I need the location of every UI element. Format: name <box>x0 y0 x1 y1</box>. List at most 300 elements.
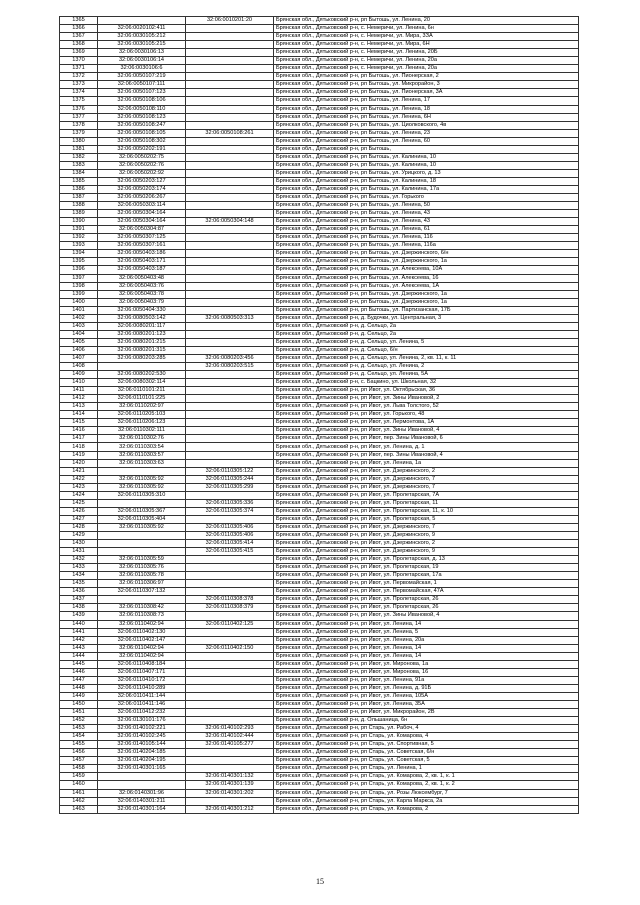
object-number-cell <box>186 676 274 684</box>
table-row <box>60 346 579 354</box>
row-number-cell: 1417 <box>60 435 98 443</box>
table-row <box>60 604 579 612</box>
cadastral-number-cell <box>98 499 186 507</box>
row-number-cell: 1441 <box>60 628 98 636</box>
table-row <box>60 113 579 121</box>
table-row <box>60 266 579 274</box>
object-number-cell: 32:06:0110305:336 <box>186 499 274 507</box>
row-number-cell: 1457 <box>60 757 98 765</box>
row-number-cell: 1408 <box>60 363 98 371</box>
row-number-cell: 1365 <box>60 17 98 25</box>
cadastral-number-cell: 32:06:0110305:92 <box>98 475 186 483</box>
row-number-cell: 1451 <box>60 709 98 717</box>
table-row <box>60 572 579 580</box>
row-number-cell: 1428 <box>60 523 98 531</box>
address-cell: Брянская обл., Дятьковский р-н, рп Ивот, ул. Зины Ивановой, 2 <box>274 395 579 403</box>
object-number-cell <box>186 97 274 105</box>
cadastral-number-cell: 32:06:0140301:96 <box>98 789 186 797</box>
table-row <box>60 676 579 684</box>
address-cell: Брянская обл., Дятьковский р-н, рп Старь, ул. Советская, 6/н <box>274 749 579 757</box>
row-number-cell: 1369 <box>60 49 98 57</box>
row-number-cell: 1429 <box>60 532 98 540</box>
address-cell: Брянская обл., Дятьковский р-н, рп Бытошь, ул. Микрорайон, 3 <box>274 81 579 89</box>
row-number-cell: 1454 <box>60 733 98 741</box>
address-cell: Брянская обл., Дятьковский р-н, рп Ивот, ул. Ленина, 14 <box>274 644 579 652</box>
row-number-cell: 1376 <box>60 105 98 113</box>
cadastral-number-cell: 32:06:0050108:247 <box>98 121 186 129</box>
address-cell: Брянская обл., Дятьковский р-н, рп Старь, ул. Советская, 5 <box>274 757 579 765</box>
cadastral-number-cell: 32:06:0110305:367 <box>98 507 186 515</box>
row-number-cell: 1405 <box>60 338 98 346</box>
address-cell: Брянская обл., Дятьковский р-н, рп Ивот, ул. Зины Ивановой, 4 <box>274 612 579 620</box>
table-row <box>60 692 579 700</box>
object-number-cell: 32:06:0110305:415 <box>186 548 274 556</box>
object-number-cell: 32:06:0140102:444 <box>186 733 274 741</box>
address-cell: Брянская обл., Дятьковский р-н, рп Ивот, ул. Зины Ивановой, 4 <box>274 427 579 435</box>
cadastral-number-cell: 32:06:0130101:176 <box>98 717 186 725</box>
object-number-cell <box>186 427 274 435</box>
object-number-cell <box>186 692 274 700</box>
row-number-cell: 1460 <box>60 781 98 789</box>
table-row <box>60 467 579 475</box>
object-number-cell: 32:06:0140301:132 <box>186 773 274 781</box>
address-cell: Брянская обл., Дятьковский р-н, рп Ивот, ул. Дзержинского, 7 <box>274 523 579 531</box>
object-number-cell <box>186 564 274 572</box>
address-cell: Брянская обл., Дятьковский р-н, рп Бытошь, ул. Пионерская, 3А <box>274 89 579 97</box>
object-number-cell: 32:06:0080203:515 <box>186 363 274 371</box>
cadastral-number-cell: 32:06:0110302:76 <box>98 435 186 443</box>
address-cell: Брянская обл., Дятьковский р-н, рп Ивот, ул. Ленина, 105А <box>274 692 579 700</box>
row-number-cell: 1398 <box>60 282 98 290</box>
object-number-cell <box>186 73 274 81</box>
address-cell: Брянская обл., Дятьковский р-н, рп Ивот, ул. Ленина, д. 1 <box>274 443 579 451</box>
cadastral-number-cell <box>98 773 186 781</box>
cadastral-number-cell: 32:06:0050202:76 <box>98 161 186 169</box>
address-cell: Брянская обл., Дятьковский р-н, рп Ивот, ул. Ленина, 91а <box>274 676 579 684</box>
cadastral-number-cell: 32:06:0110305:78 <box>98 572 186 580</box>
object-number-cell <box>186 194 274 202</box>
row-number-cell: 1380 <box>60 137 98 145</box>
object-number-cell: 32:06:0110305:122 <box>186 467 274 475</box>
table-row <box>60 532 579 540</box>
row-number-cell: 1412 <box>60 395 98 403</box>
object-number-cell: 32:06:0110305:244 <box>186 475 274 483</box>
object-number-cell: 32:06:0110305:406 <box>186 532 274 540</box>
object-number-cell <box>186 684 274 692</box>
object-number-cell <box>186 717 274 725</box>
table-row <box>60 73 579 81</box>
row-number-cell: 1424 <box>60 491 98 499</box>
cadastral-number-cell <box>98 781 186 789</box>
row-number-cell: 1425 <box>60 499 98 507</box>
address-cell: Брянская обл., Дятьковский р-н, рп Бытошь, ул. Пионерская, 2 <box>274 73 579 81</box>
address-cell: Брянская обл., Дятьковский р-н, рп Бытошь, ул. Ленина, 6Н <box>274 113 579 121</box>
table-row <box>60 49 579 57</box>
object-number-cell <box>186 668 274 676</box>
cadastral-number-cell: 32:06:0050304:164 <box>98 218 186 226</box>
address-cell: Брянская обл., Дятьковский р-н, д. Сельцо, ул. Ленина, 2 <box>274 363 579 371</box>
row-number-cell: 1383 <box>60 161 98 169</box>
row-number-cell: 1387 <box>60 194 98 202</box>
table-row <box>60 403 579 411</box>
object-number-cell: 32:06:0110308:379 <box>186 604 274 612</box>
object-number-cell <box>186 419 274 427</box>
table-row <box>60 274 579 282</box>
table-row <box>60 596 579 604</box>
table-row <box>60 81 579 89</box>
address-cell: Брянская обл., Дятьковский р-н, рп Бытошь, ул. Урицкого, д. 13 <box>274 169 579 177</box>
cadastral-number-cell: 32:06:0110205:103 <box>98 411 186 419</box>
registry-table <box>59 16 579 814</box>
object-number-cell <box>186 515 274 523</box>
address-cell: Брянская обл., Дятьковский р-н, рп Ивот, ул. Ленина, 20а <box>274 636 579 644</box>
cadastral-number-cell: 32:06:0050303:114 <box>98 202 186 210</box>
row-number-cell: 1444 <box>60 652 98 660</box>
cadastral-number-cell: 32:06:0050307:125 <box>98 234 186 242</box>
row-number-cell: 1420 <box>60 459 98 467</box>
row-number-cell: 1411 <box>60 387 98 395</box>
address-cell: Брянская обл., Дятьковский р-н, рп Ивот, ул. Дзержинского, 9 <box>274 532 579 540</box>
address-cell: Брянская обл., Дятьковский р-н, рп Ивот, ул. Дзержинского, 7 <box>274 483 579 491</box>
table-row <box>60 202 579 210</box>
table-row <box>60 556 579 564</box>
row-number-cell: 1393 <box>60 242 98 250</box>
table-row <box>60 210 579 218</box>
table-row <box>60 515 579 523</box>
row-number-cell: 1367 <box>60 33 98 41</box>
object-number-cell <box>186 700 274 708</box>
table-row <box>60 765 579 773</box>
object-number-cell <box>186 121 274 129</box>
row-number-cell: 1423 <box>60 483 98 491</box>
address-cell: Брянская обл., Дятьковский р-н, рп Ивот, ул. Ленина, 35А <box>274 700 579 708</box>
cadastral-number-cell: 32:06:0140102:221 <box>98 725 186 733</box>
table-row <box>60 161 579 169</box>
row-number-cell: 1384 <box>60 169 98 177</box>
cadastral-number-cell: 32:06:0050202:191 <box>98 145 186 153</box>
cadastral-number-cell: 32:06:0140301:164 <box>98 805 186 813</box>
row-number-cell: 1371 <box>60 65 98 73</box>
table-row <box>60 330 579 338</box>
row-number-cell: 1385 <box>60 177 98 185</box>
cadastral-number-cell: 32:06:0050403:186 <box>98 250 186 258</box>
cadastral-number-cell: 32:06:0050108:123 <box>98 113 186 121</box>
table-row <box>60 379 579 387</box>
row-number-cell: 1414 <box>60 411 98 419</box>
table-row <box>60 757 579 765</box>
object-number-cell: 32:06:0110402:125 <box>186 620 274 628</box>
table-row <box>60 226 579 234</box>
table-row <box>60 717 579 725</box>
row-number-cell: 1421 <box>60 467 98 475</box>
object-number-cell <box>186 652 274 660</box>
row-number-cell: 1373 <box>60 81 98 89</box>
row-number-cell: 1399 <box>60 290 98 298</box>
row-number-cell: 1378 <box>60 121 98 129</box>
cadastral-number-cell <box>98 596 186 604</box>
cadastral-number-cell: 32:06:0140204:195 <box>98 757 186 765</box>
address-cell: Брянская обл., Дятьковский р-н, рп Ивот, ул. Ленина, д. 91Б <box>274 684 579 692</box>
cadastral-number-cell: 32:06:0080503:142 <box>98 314 186 322</box>
row-number-cell: 1436 <box>60 588 98 596</box>
table-row <box>60 371 579 379</box>
object-number-cell: 32:06:0110305:406 <box>186 523 274 531</box>
address-cell: Брянская обл., Дятьковский р-н, рп Бытошь, ул. Ленина, 23 <box>274 129 579 137</box>
address-cell: Брянская обл., Дятьковский р-н, рп Бытошь, ул. Дзержинского, 1а <box>274 298 579 306</box>
object-number-cell <box>186 41 274 49</box>
row-number-cell: 1381 <box>60 145 98 153</box>
cadastral-number-cell: 32:06:0050108:105 <box>98 129 186 137</box>
cadastral-number-cell: 32:06:0110410:289 <box>98 684 186 692</box>
row-number-cell: 1395 <box>60 258 98 266</box>
address-cell: Брянская обл., Дятьковский р-н, рп Ивот, ул. Микрорайон, 2В <box>274 709 579 717</box>
row-number-cell: 1452 <box>60 717 98 725</box>
cadastral-number-cell: 32:06:0080201:315 <box>98 346 186 354</box>
row-number-cell: 1389 <box>60 210 98 218</box>
table-row <box>60 314 579 322</box>
address-cell: Брянская обл., Дятьковский р-н, рп Старь, ул. Ленина, 1 <box>274 765 579 773</box>
address-cell: Брянская обл., Дятьковский р-н, рп Бытошь, ул. Дзержинского, 1а <box>274 290 579 298</box>
object-number-cell <box>186 282 274 290</box>
row-number-cell: 1456 <box>60 749 98 757</box>
row-number-cell: 1461 <box>60 789 98 797</box>
object-number-cell <box>186 395 274 403</box>
row-number-cell: 1386 <box>60 185 98 193</box>
object-number-cell <box>186 161 274 169</box>
address-cell: Брянская обл., Дятьковский р-н, рп Ивот, ул. Ленина, 14 <box>274 652 579 660</box>
row-number-cell: 1453 <box>60 725 98 733</box>
table-row <box>60 250 579 258</box>
table-row <box>60 475 579 483</box>
address-cell: Брянская обл., Дятьковский р-н, с. Немеричи, ул. Мира, 3ЗА <box>274 33 579 41</box>
cadastral-number-cell: 32:06:0140105:144 <box>98 741 186 749</box>
address-cell: Брянская обл., Дятьковский р-н, с. Немеричи, ул. Ленина, 20Б <box>274 49 579 57</box>
address-cell: Брянская обл., Дятьковский р-н, с. Бацкино, ул. Школьная, 32 <box>274 379 579 387</box>
row-number-cell: 1433 <box>60 564 98 572</box>
address-cell: Брянская обл., Дятьковский р-н, рп Ивот, ул. Ленина, 1а <box>274 459 579 467</box>
cadastral-number-cell: 32:06:0110306:97 <box>98 580 186 588</box>
address-cell: Брянская обл., Дятьковский р-н, рп Ивот, ул. Дзержинского, 2 <box>274 540 579 548</box>
row-number-cell: 1427 <box>60 515 98 523</box>
cadastral-number-cell: 32:06:0110305:92 <box>98 483 186 491</box>
object-number-cell <box>186 266 274 274</box>
address-cell: Брянская обл., Дятьковский р-н, рп Старь, ул. Карла Маркса, 2а <box>274 797 579 805</box>
object-number-cell <box>186 556 274 564</box>
cadastral-number-cell: 32:06:0030105:212 <box>98 33 186 41</box>
cadastral-number-cell: 32:06:0050107:219 <box>98 73 186 81</box>
address-cell: Брянская обл., Дятьковский р-н, рп Ивот, ул. Ленина, 14 <box>274 620 579 628</box>
object-number-cell <box>186 177 274 185</box>
table-row <box>60 25 579 33</box>
row-number-cell: 1374 <box>60 89 98 97</box>
table-row <box>60 636 579 644</box>
address-cell: Брянская обл., Дятьковский р-н, рп Старь, ул. Спортивная, 5 <box>274 741 579 749</box>
table-row <box>60 419 579 427</box>
address-cell: Брянская обл., Дятьковский р-н, рп Бытошь, ул. Ленина, 43 <box>274 210 579 218</box>
address-cell: Брянская обл., Дятьковский р-н, рп Бытошь, ул. Ленина, 116а <box>274 242 579 250</box>
cadastral-number-cell: 32:06:0110408:184 <box>98 660 186 668</box>
address-cell: Брянская обл., Дятьковский р-н, рп Ивот, ул. Миронова, 16 <box>274 668 579 676</box>
address-cell: Брянская обл., Дятьковский р-н, рп Старь, ул. Комарова, 2, кв. 1, к. 2 <box>274 781 579 789</box>
row-number-cell: 1394 <box>60 250 98 258</box>
row-number-cell: 1448 <box>60 684 98 692</box>
cadastral-number-cell: 32:06:0030105:215 <box>98 41 186 49</box>
cadastral-number-cell: 32:06:0110402:147 <box>98 636 186 644</box>
object-number-cell: 32:06:0140301:202 <box>186 789 274 797</box>
object-number-cell <box>186 403 274 411</box>
cadastral-number-cell: 32:06:0110411:146 <box>98 700 186 708</box>
cadastral-number-cell: 32:06:0140204:185 <box>98 749 186 757</box>
cadastral-number-cell <box>98 363 186 371</box>
cadastral-number-cell: 32:06:0110302:111 <box>98 427 186 435</box>
object-number-cell <box>186 169 274 177</box>
address-cell: Брянская обл., Дятьковский р-н, рп Бытошь, ул. Калинина, 10 <box>274 161 579 169</box>
table-row <box>60 725 579 733</box>
object-number-cell <box>186 234 274 242</box>
object-number-cell <box>186 379 274 387</box>
object-number-cell <box>186 258 274 266</box>
address-cell: Брянская обл., Дятьковский р-н, рп Бытошь, ул. Ленина, 20 <box>274 17 579 25</box>
table-row <box>60 749 579 757</box>
cadastral-number-cell: 32:06:0110407:171 <box>98 668 186 676</box>
address-cell: Брянская обл., Дятьковский р-н, д. Будочки, ул. Центральная, 3 <box>274 314 579 322</box>
cadastral-number-cell: 32:06:0050108:302 <box>98 137 186 145</box>
cadastral-number-cell: 32:06:0110410:172 <box>98 676 186 684</box>
table-row <box>60 459 579 467</box>
table-row <box>60 668 579 676</box>
table-row <box>60 387 579 395</box>
table-row <box>60 564 579 572</box>
cadastral-number-cell: 32:06:0110402:130 <box>98 628 186 636</box>
address-cell: Брянская обл., Дятьковский р-н, рп Бытошь, ул. Ленина, 18 <box>274 105 579 113</box>
address-cell: Брянская обл., Дятьковский р-н, рп Ивот, ул. Пролетарская, 11, к. 10 <box>274 507 579 515</box>
row-number-cell: 1443 <box>60 644 98 652</box>
row-number-cell: 1391 <box>60 226 98 234</box>
object-number-cell <box>186 371 274 379</box>
table-row <box>60 733 579 741</box>
object-number-cell <box>186 306 274 314</box>
cadastral-number-cell: 32:06:0050108:110 <box>98 105 186 113</box>
row-number-cell: 1388 <box>60 202 98 210</box>
cadastral-number-cell <box>98 467 186 475</box>
address-cell: Брянская обл., Дятьковский р-н, рп Ивот, ул. Пролетарская, 5 <box>274 515 579 523</box>
row-number-cell: 1431 <box>60 548 98 556</box>
row-number-cell: 1415 <box>60 419 98 427</box>
address-cell: Брянская обл., Дятьковский р-н, рп Бытошь, ул. Алексеева, 1А <box>274 282 579 290</box>
table-row <box>60 354 579 362</box>
object-number-cell <box>186 797 274 805</box>
cadastral-number-cell: 32:06:0050203:127 <box>98 177 186 185</box>
table-row <box>60 435 579 443</box>
table-row <box>60 797 579 805</box>
address-cell: Брянская обл., Дятьковский р-н, рп Бытошь, ул. Ленина, 61 <box>274 226 579 234</box>
cadastral-number-cell: 32:06:0110308:73 <box>98 612 186 620</box>
row-number-cell: 1455 <box>60 741 98 749</box>
cadastral-number-cell: 32:06:0080201:117 <box>98 322 186 330</box>
address-cell: Брянская обл., Дятьковский р-н, рп Старь, ул. Комарова, 2, кв. 1, к. 1 <box>274 773 579 781</box>
address-cell: Брянская обл., Дятьковский р-н, рп Ивот, ул. Первомайская, 47А <box>274 588 579 596</box>
table-row <box>60 789 579 797</box>
table-row <box>60 169 579 177</box>
table-row <box>60 411 579 419</box>
address-cell: Брянская обл., Дятьковский р-н, д. Сельцо, 2а <box>274 330 579 338</box>
cadastral-number-cell: 32:06:0050304:87 <box>98 226 186 234</box>
cadastral-number-cell: 32:06:0080203:285 <box>98 354 186 362</box>
object-number-cell <box>186 330 274 338</box>
address-cell: Брянская обл., Дятьковский р-н, рп Бытошь, ул. Алексеева, 16 <box>274 274 579 282</box>
cadastral-number-cell: 32:06:0050403:79 <box>98 298 186 306</box>
table-row <box>60 218 579 226</box>
cadastral-number-cell: 32:06:0030106:14 <box>98 57 186 65</box>
table-row <box>60 185 579 193</box>
address-cell: Брянская обл., Дятьковский р-н, рп Ивот, ул. Пролетарская, 26 <box>274 596 579 604</box>
object-number-cell <box>186 137 274 145</box>
object-number-cell <box>186 757 274 765</box>
address-cell: Брянская обл., Дятьковский р-н, рп Ивот, ул. Льва Толстого, 52 <box>274 403 579 411</box>
object-number-cell: 32:06:0110402:150 <box>186 644 274 652</box>
row-number-cell: 1449 <box>60 692 98 700</box>
object-number-cell <box>186 338 274 346</box>
row-number-cell: 1422 <box>60 475 98 483</box>
row-number-cell: 1430 <box>60 540 98 548</box>
table-row <box>60 97 579 105</box>
cadastral-number-cell: 32:06:0110101:211 <box>98 387 186 395</box>
address-cell: Брянская обл., Дятьковский р-н, рп Ивот, ул. Пролетарская, 19 <box>274 564 579 572</box>
object-number-cell <box>186 709 274 717</box>
object-number-cell: 32:06:0140102:293 <box>186 725 274 733</box>
table-row <box>60 41 579 49</box>
cadastral-number-cell: 32:06:0110202:97 <box>98 403 186 411</box>
object-number-cell <box>186 226 274 234</box>
address-cell: Брянская обл., Дятьковский р-н, рп Бытошь, ул. Дзержинского, 6/н <box>274 250 579 258</box>
row-number-cell: 1437 <box>60 596 98 604</box>
table-row <box>60 523 579 531</box>
table-row <box>60 684 579 692</box>
cadastral-number-cell: 32:06:0050206:267 <box>98 194 186 202</box>
cadastral-number-cell: 32:06:0050403:48 <box>98 274 186 282</box>
object-number-cell <box>186 89 274 97</box>
row-number-cell: 1438 <box>60 604 98 612</box>
row-number-cell: 1447 <box>60 676 98 684</box>
row-number-cell: 1379 <box>60 129 98 137</box>
table-row <box>60 644 579 652</box>
address-cell: Брянская обл., Дятьковский р-н, рп Бытошь, ул. Горького <box>274 194 579 202</box>
table-row <box>60 121 579 129</box>
address-cell: Брянская обл., Дятьковский р-н, рп Ивот, ул. Пролетарская, д. 13 <box>274 556 579 564</box>
row-number-cell: 1445 <box>60 660 98 668</box>
row-number-cell: 1401 <box>60 306 98 314</box>
row-number-cell: 1368 <box>60 41 98 49</box>
object-number-cell: 32:06:0140105:277 <box>186 741 274 749</box>
row-number-cell: 1418 <box>60 443 98 451</box>
object-number-cell: 32:06:0050304:148 <box>186 218 274 226</box>
table-row <box>60 540 579 548</box>
address-cell: Брянская обл., Дятьковский р-н, рп Бытошь, ул. Ленина, 50 <box>274 202 579 210</box>
cadastral-number-cell: 32:06:0050203:174 <box>98 185 186 193</box>
row-number-cell: 1400 <box>60 298 98 306</box>
cadastral-number-cell: 32:06:0110305:92 <box>98 523 186 531</box>
object-number-cell: 32:06:0140301:212 <box>186 805 274 813</box>
cadastral-number-cell: 32:06:0110308:42 <box>98 604 186 612</box>
object-number-cell: 32:06:0110305:414 <box>186 540 274 548</box>
cadastral-number-cell: 32:06:0050202:92 <box>98 169 186 177</box>
object-number-cell <box>186 250 274 258</box>
table-row <box>60 620 579 628</box>
address-cell: Брянская обл., Дятьковский р-н, рп Ивот, ул. Дзержинского, 2 <box>274 467 579 475</box>
address-cell: Брянская обл., Дятьковский р-н, д. Ольшаница, 6н <box>274 717 579 725</box>
row-number-cell: 1463 <box>60 805 98 813</box>
object-number-cell <box>186 105 274 113</box>
